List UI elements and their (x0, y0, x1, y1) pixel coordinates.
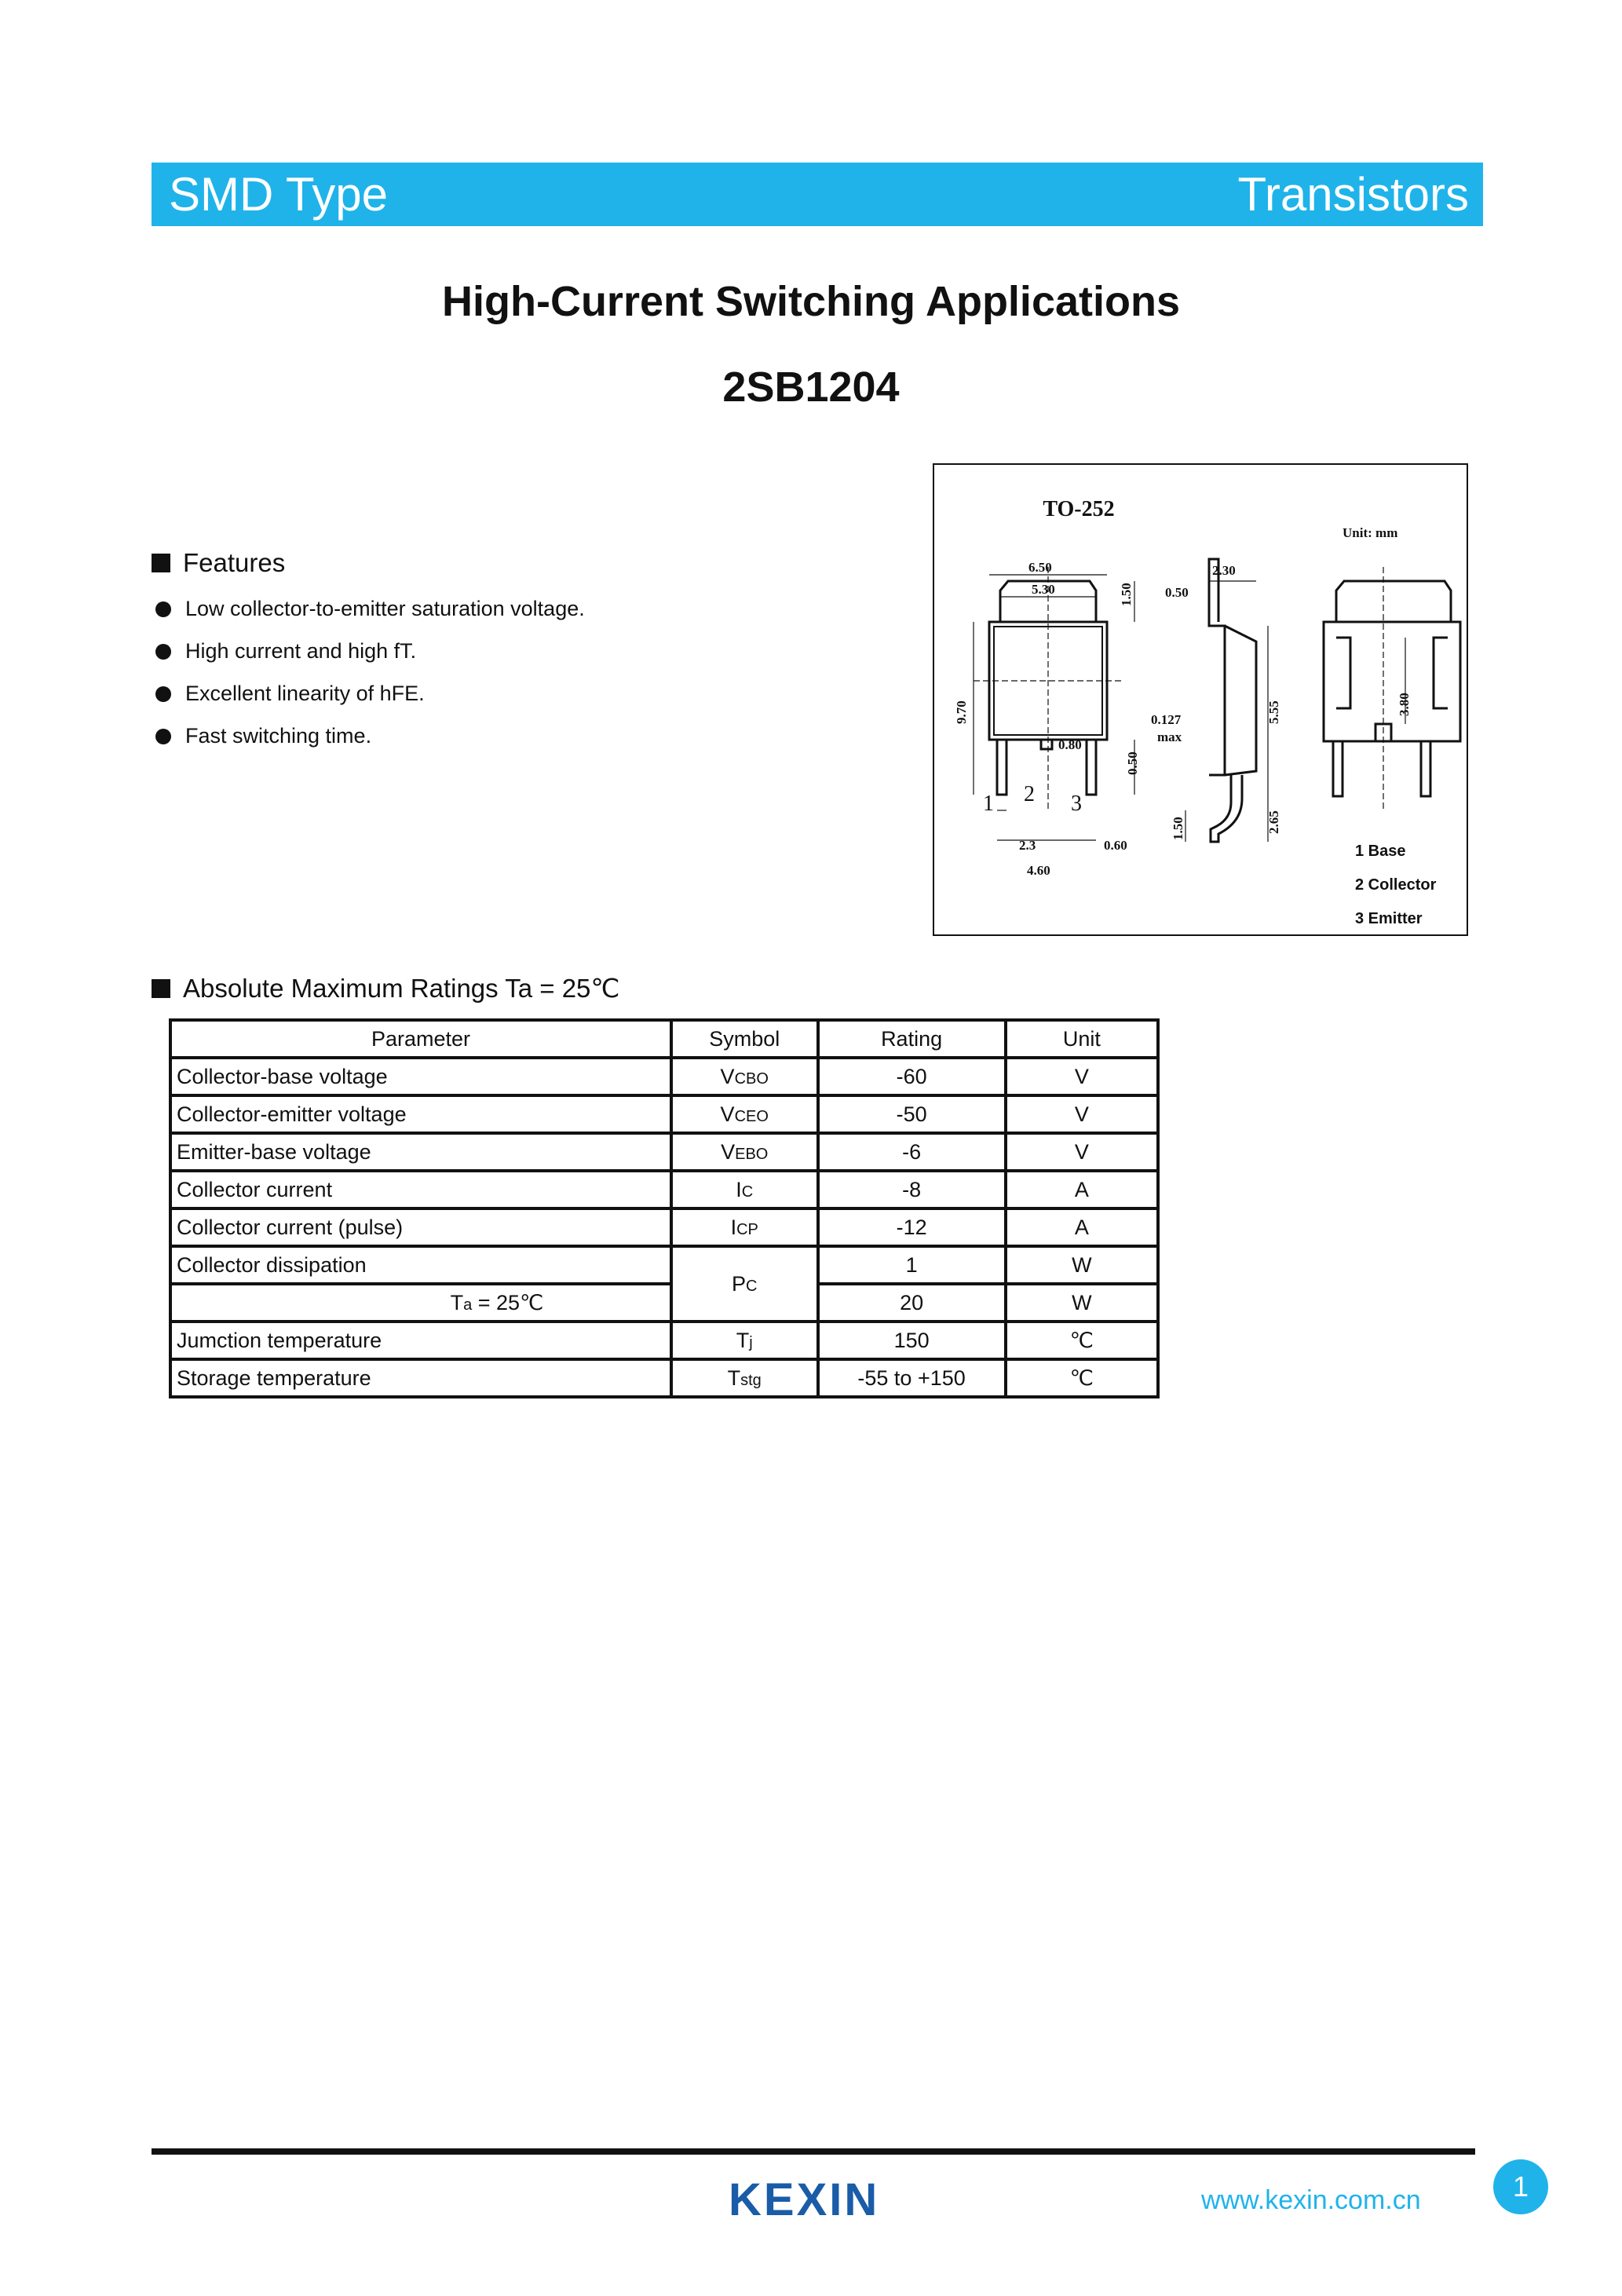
symbol-cell (671, 1246, 818, 1322)
symbol-cell (671, 1095, 818, 1133)
side-view (1209, 559, 1256, 842)
param-cell: Storage temperature (170, 1359, 671, 1397)
page-number-badge: 1 (1493, 2159, 1548, 2214)
symbol-subscript: stg (740, 1371, 762, 1389)
kexin-logo: KEXIN (729, 2174, 880, 2225)
package-outline-drawing (933, 463, 1468, 936)
unit-cell: V (1006, 1095, 1158, 1133)
feature-text: Excellent linearity of hFE. (185, 682, 425, 705)
dim-label: 2.30 (1212, 563, 1236, 578)
front-dimension-lines (974, 575, 1134, 840)
table-row (170, 1246, 1158, 1284)
unit-cell: V (1006, 1133, 1158, 1171)
table-row (170, 1171, 1158, 1208)
pin-number: 3 (1071, 792, 1082, 816)
table-row (170, 1322, 1158, 1359)
param-cell: Emitter-base voltage (170, 1133, 671, 1171)
dim-label: 1.50 (1171, 817, 1185, 840)
table-row (170, 1095, 1158, 1133)
pin-number: 1 (983, 792, 994, 816)
symbol-text: P (731, 1271, 746, 1296)
document-title: High-Current Switching Applications (442, 278, 1180, 325)
dim-label: 1.50 (1119, 583, 1134, 606)
footer-url[interactable]: www.kexin.com.cn (1201, 2185, 1421, 2215)
symbol-text: V (720, 1102, 735, 1126)
rating-cell: -60 (818, 1058, 1006, 1095)
bullet-icon (155, 686, 171, 702)
rating-cell: -50 (818, 1095, 1006, 1133)
bullet-icon (155, 729, 171, 744)
feature-item (155, 639, 416, 664)
unit-cell: A (1006, 1208, 1158, 1246)
table-row (170, 1208, 1158, 1246)
dim-label: 2.3 (1019, 838, 1036, 853)
param-cell: Collector-base voltage (170, 1058, 671, 1095)
symbol-cell (671, 1133, 818, 1171)
feature-text: Fast switching time. (185, 724, 372, 748)
rating-cell: -8 (818, 1171, 1006, 1208)
dim-label: 0.127 (1151, 712, 1182, 727)
column-header: Rating (818, 1020, 1006, 1058)
table-row (170, 1284, 1158, 1322)
feature-text: Low collector-to-emitter saturation voltage. (185, 597, 585, 620)
rating-cell: -12 (818, 1208, 1006, 1246)
unit-cell: W (1006, 1246, 1158, 1284)
feature-item (155, 597, 585, 621)
column-header: Unit (1006, 1020, 1158, 1058)
rating-cell: -55 to +150 (818, 1359, 1006, 1397)
pin-number: 2 (1024, 782, 1035, 806)
bullet-icon (155, 601, 171, 617)
dim-label: 0.50 (1125, 751, 1140, 775)
symbol-text: I (730, 1215, 737, 1239)
param-cell: Collector current (pulse) (170, 1208, 671, 1246)
unit-cell: ℃ (1006, 1359, 1158, 1397)
rating-cell: 1 (818, 1246, 1006, 1284)
dim-label: 5.55 (1266, 700, 1281, 724)
part-number: 2SB1204 (722, 364, 900, 411)
dim-label: max (1157, 729, 1182, 744)
symbol-cell (671, 1058, 818, 1095)
param-symbol: T (450, 1290, 464, 1314)
symbol-subscript: EBO (735, 1145, 769, 1163)
features-heading (152, 548, 285, 578)
dim-label: 4.60 (1027, 863, 1050, 878)
header-right: Transistors (1237, 168, 1469, 221)
param-condition-cell (170, 1284, 671, 1322)
dim-label: 5.30 (1032, 582, 1055, 597)
rating-cell: -6 (818, 1133, 1006, 1171)
front-view (989, 581, 1107, 795)
table-row (170, 1133, 1158, 1171)
bullet-icon (155, 644, 171, 660)
pin-legend-item: 3 Emitter (1355, 910, 1423, 927)
param-cell: Collector dissipation (170, 1246, 671, 1284)
symbol-text: T (727, 1366, 741, 1390)
unit-cell: A (1006, 1171, 1158, 1208)
dim-label: 0.60 (1104, 838, 1127, 853)
header-banner (152, 163, 1483, 226)
symbol-cell (671, 1359, 818, 1397)
footer-divider (152, 2148, 1475, 2155)
param-condition-text: = 25℃ (472, 1290, 544, 1314)
dim-label: 9.70 (954, 700, 969, 724)
column-header: Parameter (170, 1020, 671, 1058)
column-header: Symbol (671, 1020, 818, 1058)
param-cell: Jumction temperature (170, 1322, 671, 1359)
table-row (170, 1359, 1158, 1397)
feature-text: High current and high fT. (185, 639, 417, 663)
param-cell: Collector current (170, 1171, 671, 1208)
feature-item (155, 682, 425, 706)
symbol-text: T (736, 1328, 750, 1352)
symbol-subscript: CEO (734, 1107, 769, 1125)
symbol-subscript: j (749, 1333, 753, 1351)
rating-cell: 150 (818, 1322, 1006, 1359)
ratings-heading (152, 973, 619, 1004)
unit-cell: ℃ (1006, 1322, 1158, 1359)
package-name: TO-252 (1043, 497, 1115, 521)
symbol-cell (671, 1322, 818, 1359)
symbol-subscript: CP (736, 1220, 758, 1238)
param-subscript: a (463, 1296, 473, 1314)
symbol-cell (671, 1208, 818, 1246)
unit-cell: V (1006, 1058, 1158, 1095)
dim-label: 2.65 (1266, 810, 1281, 834)
pin-legend-item: 2 Collector (1355, 876, 1437, 894)
table-header-row (170, 1020, 1158, 1058)
square-bullet-icon (152, 979, 170, 998)
dim-label: 6.50 (1028, 560, 1052, 575)
symbol-text: V (720, 1064, 735, 1088)
absolute-maximum-ratings-table (169, 1018, 1160, 1398)
table-row (170, 1058, 1158, 1095)
dim-label: 3.80 (1397, 693, 1412, 716)
square-bullet-icon (152, 554, 170, 572)
feature-item (155, 724, 371, 748)
symbol-subscript: CBO (734, 1069, 769, 1088)
features-heading-text: Features (183, 548, 286, 577)
pin-legend-item: 1 Base (1355, 843, 1406, 860)
back-view (1324, 581, 1460, 796)
symbol-cell (671, 1171, 818, 1208)
ratings-heading-text: Absolute Maximum Ratings Ta = 25℃ (183, 974, 620, 1003)
unit-label: Unit: mm (1343, 525, 1398, 540)
symbol-subscript: C (746, 1277, 758, 1295)
header-left: SMD Type (169, 168, 388, 221)
symbol-text: V (721, 1139, 736, 1164)
symbol-subscript: C (741, 1183, 754, 1201)
dim-label: 0.80 (1058, 737, 1082, 752)
dim-label: 0.50 (1165, 585, 1189, 600)
symbol-text: I (736, 1177, 742, 1201)
rating-cell: 20 (818, 1284, 1006, 1322)
param-cell: Collector-emitter voltage (170, 1095, 671, 1133)
unit-cell: W (1006, 1284, 1158, 1322)
